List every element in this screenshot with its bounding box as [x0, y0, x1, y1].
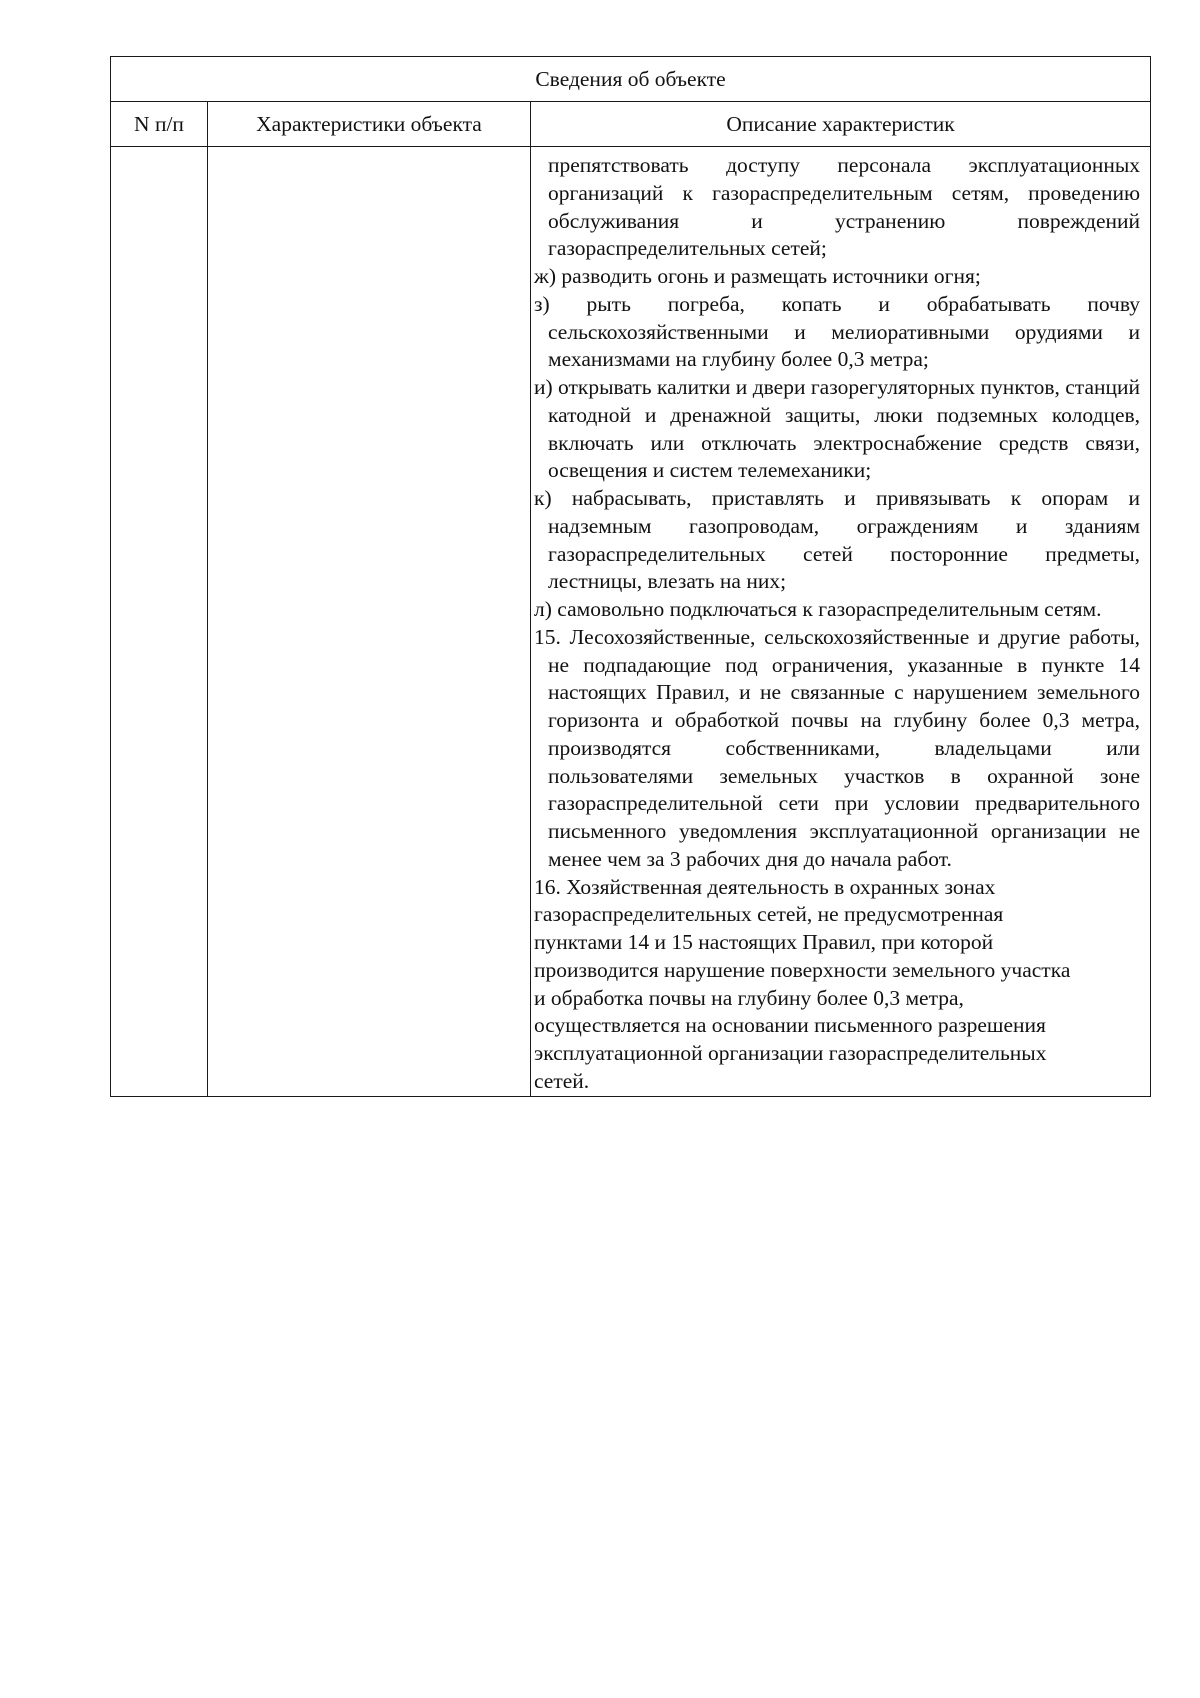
item-16-line: производится нарушение поверхности земельного участка [534, 957, 1071, 982]
table-header-row [111, 102, 1151, 147]
description-item-z: з) рыть погреба, копать и обрабатывать почву сельскохозяйственными и мелиоративными орудиями и механизмами на глубину более 0,3 метра; [534, 291, 1141, 372]
item-16-line: пунктами 14 и 15 настоящих Правил, при которой [534, 930, 994, 954]
cell-description [531, 147, 1151, 1097]
header-description: Описание характеристик [531, 102, 1151, 147]
item-16-line: сетей. [534, 1068, 590, 1093]
header-num: N п/п [111, 102, 208, 147]
table-title-row [111, 57, 1151, 102]
description-item-k: к) набрасывать, приставлять и привязывать к опорам и надземным газопроводам, ограждениям и зданиям газораспределительных сетей посторонние предметы, лестницы, влезать на них; [534, 486, 1141, 594]
description-item-15: 15. Лесохозяйственные, сельскохозяйственные и другие работы, не подпадающие под ограничения, указанные в пункте 14 настоящих Правил, и не связанные с нарушением земельного горизонта и обработкой почвы на глубину более 0,3 метра, производятся собственниками, владельцами или пользователями земельных участков в охранной зоне газораспределительной сети при условии предварительного письменного уведомления эксплуатационной организации не менее чем за 3 рабочих дня до начала работ. [534, 624, 1141, 871]
description-continuation: препятствовать доступу персонала эксплуатационных организаций к газораспределительным сетям, проведению обслуживания и устранению повреждений газораспределительных сетей; [548, 153, 1141, 261]
item-16-line: осуществляется на основании письменного разрешения [534, 1013, 1046, 1038]
item-16-line: газораспределительных сетей, не предусмотренная [534, 902, 1004, 927]
item-16-line: эксплуатационной организации газораспределительных [534, 1041, 1047, 1065]
table-title: Сведения об объекте [111, 57, 1151, 102]
header-characteristics: Характеристики объекта [208, 102, 531, 147]
description-item-zh: ж) разводить огонь и размещать источники огня; [534, 264, 981, 288]
table-row [111, 147, 1151, 1097]
item-16-line: 16. Хозяйственная деятельность в охранных зонах [534, 874, 996, 899]
item-16-line: и обработка почвы на глубину более 0,3 метра, [534, 985, 964, 1010]
cell-characteristics [208, 147, 531, 1097]
description-item-i: и) открывать калитки и двери газорегуляторных пунктов, станций катодной и дренажной защиты, люки подземных колодцев, включать или отключать электроснабжение средств связи, освещения и систем телемеханики; [534, 375, 1141, 483]
description-item-l: л) самовольно подключаться к газораспределительным сетям. [534, 597, 1102, 621]
cell-num [111, 147, 208, 1097]
object-info-table [110, 56, 1151, 1097]
description-item-16 [534, 874, 1140, 1096]
